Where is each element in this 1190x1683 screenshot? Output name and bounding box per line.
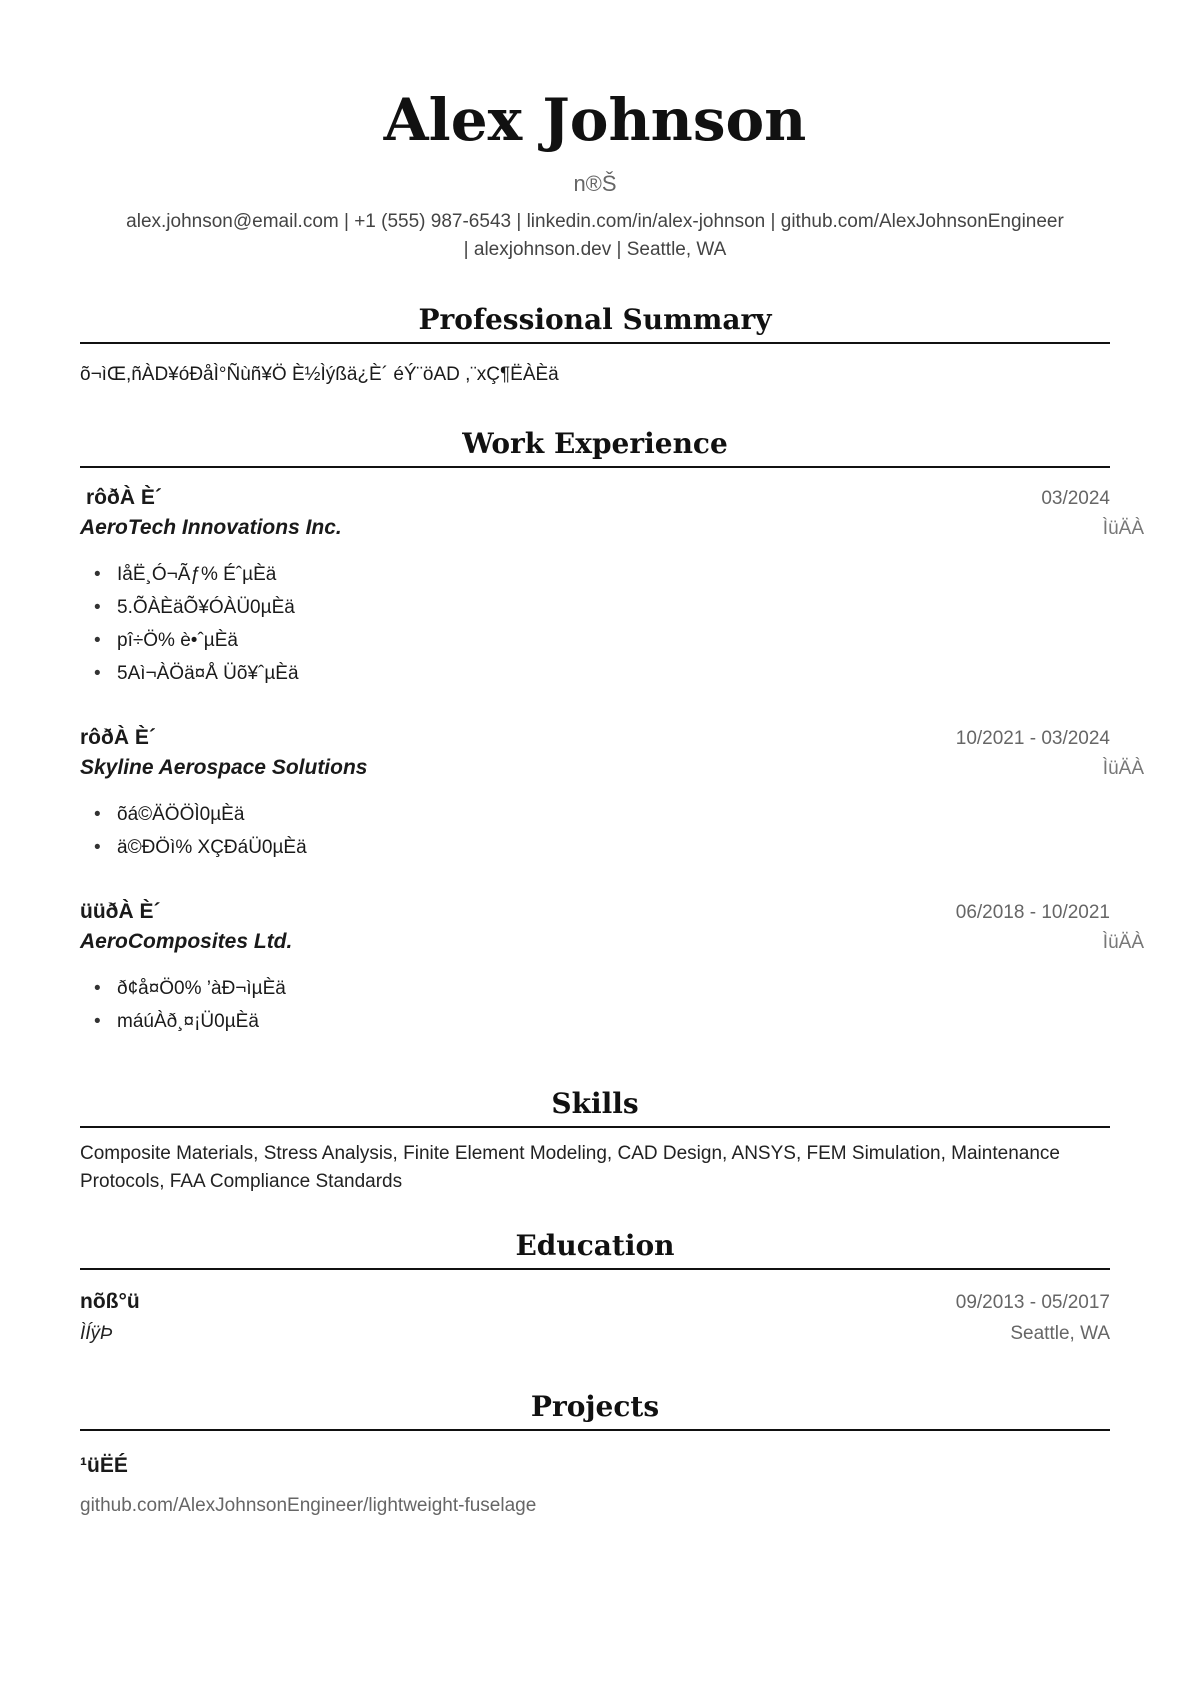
- job-date: 06/2018 - 10/2021: [955, 902, 1110, 923]
- job-company: AeroComposites Ltd.: [80, 930, 293, 953]
- list-item: • 5.ÕÀÈäÕ¥ÓÀÜ0µÈä: [80, 591, 1110, 624]
- job-date: 10/2021 - 03/2024: [955, 728, 1110, 749]
- job-bullets: [80, 972, 1110, 1038]
- list-item: • pî÷Ö% è•ˆµÈä: [80, 624, 1110, 657]
- job-entry: [80, 724, 1144, 864]
- candidate-subtitle: n®Š: [573, 171, 617, 196]
- section-heading-projects: Projects: [530, 1390, 660, 1423]
- candidate-name: Alex Johnson: [383, 86, 807, 154]
- job-title: rôðÀ È´: [86, 486, 162, 509]
- section-heading-skills: Skills: [551, 1087, 639, 1120]
- contact-line: | alexjohnson.dev | Seattle, WA: [463, 239, 727, 260]
- section-divider: [80, 342, 1110, 344]
- education-section: [80, 1228, 1110, 1351]
- section-heading-education: Education: [515, 1229, 675, 1262]
- list-item: • õá©ÄÖÖÌ0µÈä: [80, 798, 1110, 831]
- job-company: AeroTech Innovations Inc.: [80, 516, 342, 539]
- summary-text: õ¬ìŒ,ñÀD¥óÐåÌ°Ñùñ¥Ö È½Ìýßä¿È´ éÝ¨öAD ,¨xÇ¶ËÀÈä: [80, 364, 559, 385]
- skills-text: Composite Materials, Stress Analysis, Finite Element Modeling, CAD Design, ANSYS, FEM Simulation, Maintenance Protocols, FAA Compliance Standards: [80, 1143, 1060, 1192]
- job-bullets: [80, 798, 1110, 864]
- section-divider: [80, 1268, 1110, 1270]
- list-item: • ä©ÐÖì% XÇÐáÜ0µÈä: [80, 831, 1110, 864]
- experience-section: [80, 426, 1144, 1038]
- job-title: üüðÀ È´: [80, 900, 161, 923]
- job-location: ÌüÄÀ: [1102, 758, 1144, 779]
- contact-info: [80, 208, 1110, 264]
- job-bullets: [80, 558, 1110, 690]
- job-title: rôðÀ È´: [80, 726, 156, 749]
- section-heading-experience: Work Experience: [462, 427, 728, 460]
- section-divider: [80, 466, 1110, 468]
- education-entry: [80, 1288, 1110, 1351]
- list-item: • 5Aì¬ÀÖä¤Å Üõ¥ˆµÈä: [80, 657, 1110, 690]
- project-name: ¹üËÉ: [80, 1454, 128, 1477]
- job-entry: [80, 898, 1144, 1038]
- project-link[interactable]: github.com/AlexJohnsonEngineer/lightweight-fuselage: [80, 1495, 537, 1516]
- skills-section: [80, 1086, 1110, 1196]
- job-company: Skyline Aerospace Solutions: [80, 756, 368, 779]
- contact-line: alex.johnson@email.com | +1 (555) 987-6543 | linkedin.com/in/alex-johnson | github.com/AlexJohnsonEngineer: [126, 211, 1064, 232]
- list-item: • máúÀð¸¤¡Ü0µÈä: [80, 1005, 1110, 1038]
- section-divider: [80, 1126, 1110, 1128]
- education-date: 09/2013 - 05/2017: [955, 1292, 1110, 1313]
- summary-section: [80, 302, 1110, 388]
- list-item: • IåË¸Ó¬Ãƒ% ÉˆµÈä: [80, 558, 1110, 591]
- education-degree: nõß°ü: [80, 1290, 140, 1313]
- job-entry: [80, 484, 1144, 690]
- section-divider: [80, 1429, 1110, 1431]
- job-location: ÌüÄÀ: [1102, 932, 1144, 953]
- job-location: ÌüÄÀ: [1102, 518, 1144, 539]
- project-entry: [80, 1451, 1110, 1521]
- section-heading-summary: Professional Summary: [418, 303, 772, 336]
- projects-section: [80, 1389, 1110, 1521]
- education-school: ÌÍÿÞ: [80, 1323, 113, 1344]
- job-date: 03/2024: [1041, 488, 1110, 509]
- education-location: Seattle, WA: [1010, 1323, 1110, 1344]
- list-item: • ð¢å¤Ö0% ’àÐ¬ìµÈä: [80, 972, 1110, 1005]
